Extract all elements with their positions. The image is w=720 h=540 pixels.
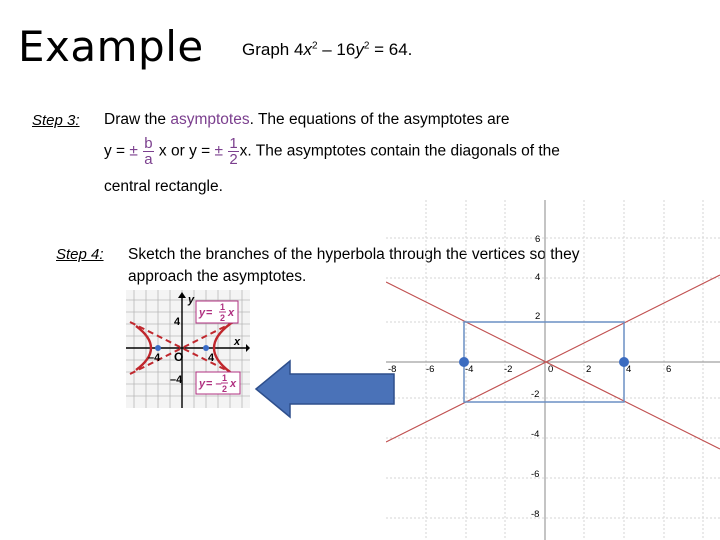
- step4-label: Step 4:: [56, 246, 104, 263]
- x-tick: -8: [388, 364, 397, 375]
- step4-line2: approach the asymptotes.: [128, 268, 307, 285]
- x-tick: -6: [426, 364, 435, 375]
- fraction-1-over-2: $\frac{1}{2}$: [229, 135, 238, 168]
- step3-line1: Draw the asymptotes. The equations of the asymptotes are: [104, 111, 510, 128]
- y-tick: 2: [535, 311, 541, 322]
- svg-text:x: x: [230, 378, 237, 390]
- large-coordinate-graph: [386, 200, 720, 540]
- svg-text:1: 1: [222, 373, 228, 383]
- x-tick: -2: [504, 364, 513, 375]
- small-tick-x4: 4: [208, 352, 215, 364]
- svg-text:= –: = –: [206, 378, 222, 390]
- left-arrow-icon: [254, 358, 398, 420]
- small-hyperbola-graph: [126, 290, 250, 408]
- small-left-vertex: [155, 345, 161, 351]
- y-tick: -6: [531, 469, 540, 480]
- y-tick: -2: [531, 389, 540, 400]
- x-tick: 0: [548, 364, 554, 375]
- large-y-tick-labels: [531, 234, 540, 520]
- large-x-tick-labels: [388, 364, 671, 375]
- asymptotes-term: asymptotes: [170, 111, 250, 128]
- asymptote-positive: [386, 275, 720, 442]
- small-right-vertex: [203, 345, 209, 351]
- svg-text:1: 1: [220, 302, 226, 312]
- small-tick-xneg4: –4: [148, 352, 161, 364]
- fraction-b-over-a: $\frac{b}{a}$: [144, 135, 153, 168]
- y-tick: -8: [531, 509, 540, 520]
- small-x-label: x: [234, 336, 241, 348]
- y-tick: -4: [531, 429, 540, 440]
- small-origin-label: O: [174, 350, 184, 364]
- step4-line1: Sketch the branches of the hyperbola through the vertices so they: [128, 246, 580, 263]
- slide-title: Example: [18, 22, 204, 71]
- small-upper-equation: [196, 301, 238, 323]
- small-tick-y4: 4: [174, 316, 181, 328]
- step3-line2: y = ± $\frac{b}{a}$ x or y = ± $\frac{1}{2}$ x. The asymptotes contain the diagonals of the: [104, 135, 560, 168]
- x-tick: 6: [666, 364, 672, 375]
- small-y-label: y: [188, 294, 195, 306]
- small-tick-yneg4: –4: [170, 374, 183, 386]
- svg-text:x: x: [228, 307, 235, 319]
- svg-text:y: y: [199, 378, 206, 390]
- y-tick: 6: [535, 234, 541, 245]
- svg-text:2: 2: [220, 313, 226, 323]
- x-tick: 4: [626, 364, 632, 375]
- y-tick: 4: [535, 272, 541, 283]
- small-lower-equation: [196, 372, 240, 394]
- header-equation: Graph $4x^2 - 16y^2 = 64$.: [242, 40, 413, 59]
- step3-line3: central rectangle.: [104, 178, 223, 195]
- step3-label: Step 3:: [32, 112, 80, 129]
- svg-text:2: 2: [222, 384, 228, 394]
- svg-text:=: =: [206, 307, 213, 319]
- svg-text:y: y: [199, 307, 206, 319]
- x-tick: 2: [586, 364, 592, 375]
- x-tick: -4: [465, 364, 474, 375]
